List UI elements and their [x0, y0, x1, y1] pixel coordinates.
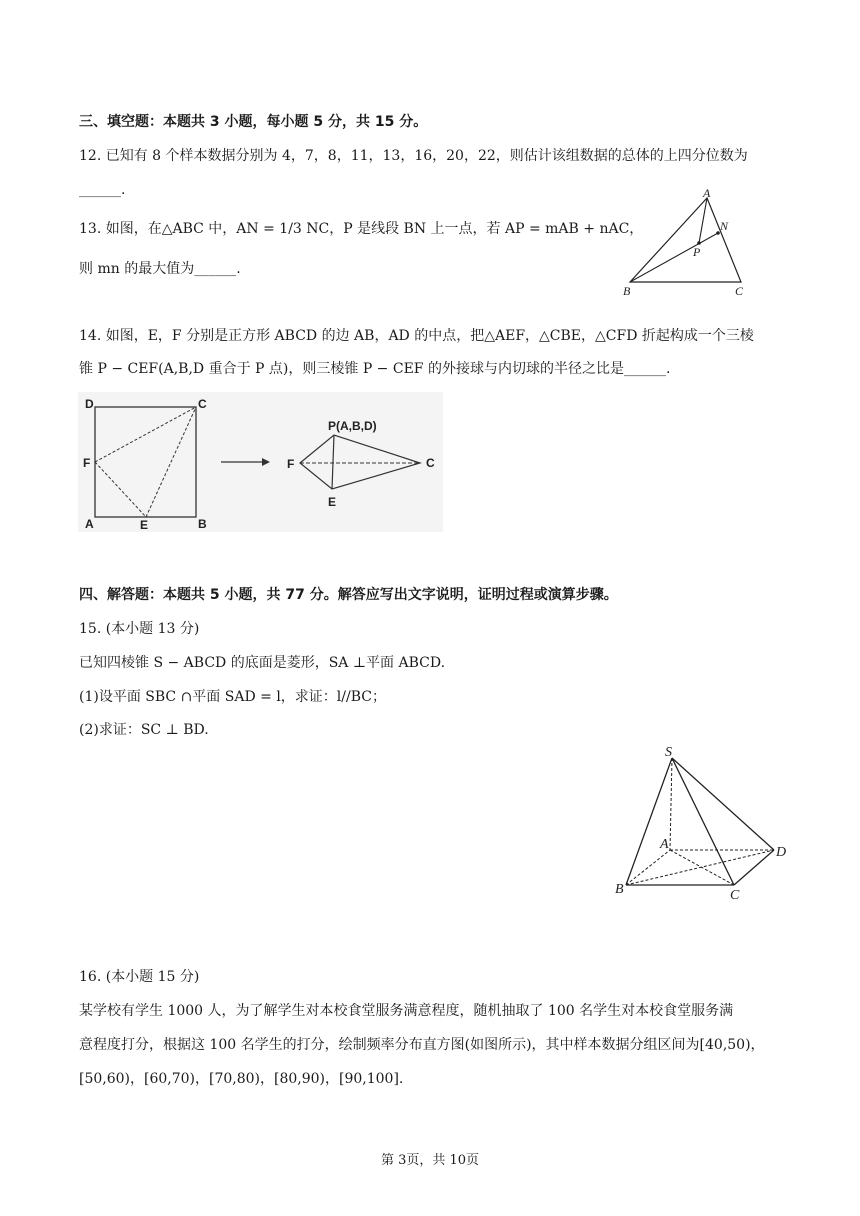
edge-sd — [672, 758, 774, 850]
q15-title: 15. (本小题 13 分) — [79, 621, 200, 637]
label-n: N — [720, 219, 729, 233]
label-c: C — [730, 888, 740, 900]
q16-line1: 某学校有学生 1000 人，为了解学生对本校食堂服务满意程度，随机抽取了 100 名学生对本校食堂服务满 — [79, 1003, 734, 1019]
sq-label-d: D — [85, 397, 94, 411]
q16-line2: 意程度打分，根据这 100 名学生的打分，绘制频率分布直方图(如图所示)，其中样本数据分组区间为[40,50)， — [79, 1037, 765, 1053]
q13-line1: 13. 如图，在△ABC 中，AN = 1/3 NC，P 是线段 BN 上一点，若 AP = mAB + nAC， — [79, 221, 644, 237]
label-a: A — [660, 837, 669, 852]
sq-label-c: C — [198, 397, 207, 411]
sq-label-b: B — [198, 517, 207, 531]
py-label-e: E — [328, 495, 337, 509]
section-4-heading: 四、解答题：本题共 5 小题，共 77 分。解答应写出文字说明，证明过程或演算步骤。 — [79, 587, 618, 603]
edge-sb — [626, 758, 672, 885]
label-b: B — [623, 284, 631, 298]
label-d: D — [776, 845, 787, 860]
q15-line1: 已知四棱锥 S − ABCD 的底面是菱形，SA ⊥平面 ABCD. — [79, 655, 446, 671]
q13-line2: 则 mn 的最大值为______. — [79, 261, 241, 277]
edge-sa — [670, 758, 672, 850]
pyramid-sabcd-figure — [612, 740, 797, 900]
sq-label-f: F — [83, 456, 91, 470]
section-3-heading: 三、填空题：本题共 3 小题，每小题 5 分，共 15 分。 — [79, 114, 428, 130]
square-fold-figure — [78, 392, 443, 532]
edge-cd — [734, 850, 774, 885]
q12-line2: ______. — [79, 182, 126, 198]
q16-title: 16. (本小题 15 分) — [79, 969, 200, 985]
py-label-c: C — [426, 456, 435, 470]
q14-line2: 锥 P − CEF(A,B,D 重合于 P 点)，则三棱锥 P − CEF 的外接球与内切球的半径之比是______. — [79, 361, 671, 377]
q12-line1: 12. 已知有 8 个样本数据分别为 4，7，8，11，13，16，20，22，则估计该组数据的总体的上四分位数为 — [79, 148, 748, 164]
edge-sc — [672, 758, 734, 885]
segment-bn — [630, 233, 718, 282]
label-s: S — [665, 745, 672, 760]
sq-label-a: A — [85, 517, 94, 531]
label-c: C — [735, 284, 744, 298]
q14-line1: 14. 如图，E，F 分别是正方形 ABCD 的边 AB，AD 的中点，把△AEF，△CBE，△CFD 折起构成一个三棱 — [79, 328, 754, 344]
label-b: B — [615, 882, 624, 897]
triangle-abc-outline — [630, 198, 741, 282]
label-a: A — [703, 186, 711, 200]
py-label-f: F — [287, 457, 295, 471]
q15-part2: (2)求证：SC ⊥ BD. — [79, 722, 209, 738]
triangle-abc-figure — [615, 186, 755, 300]
page-footer: 第 3页，共 10页 — [380, 1153, 480, 1168]
q16-line3: [50,60)，[60,70)，[70,80)，[80,90)，[90,100]. — [79, 1071, 404, 1087]
label-p: P — [693, 245, 701, 259]
diag-bd — [626, 850, 774, 885]
sq-label-e: E — [140, 518, 149, 532]
q15-part1: (1)设平面 SBC ∩平面 SAD = l，求证：l//BC； — [79, 689, 386, 705]
py-label-p: P(A,B,D) — [328, 419, 377, 433]
